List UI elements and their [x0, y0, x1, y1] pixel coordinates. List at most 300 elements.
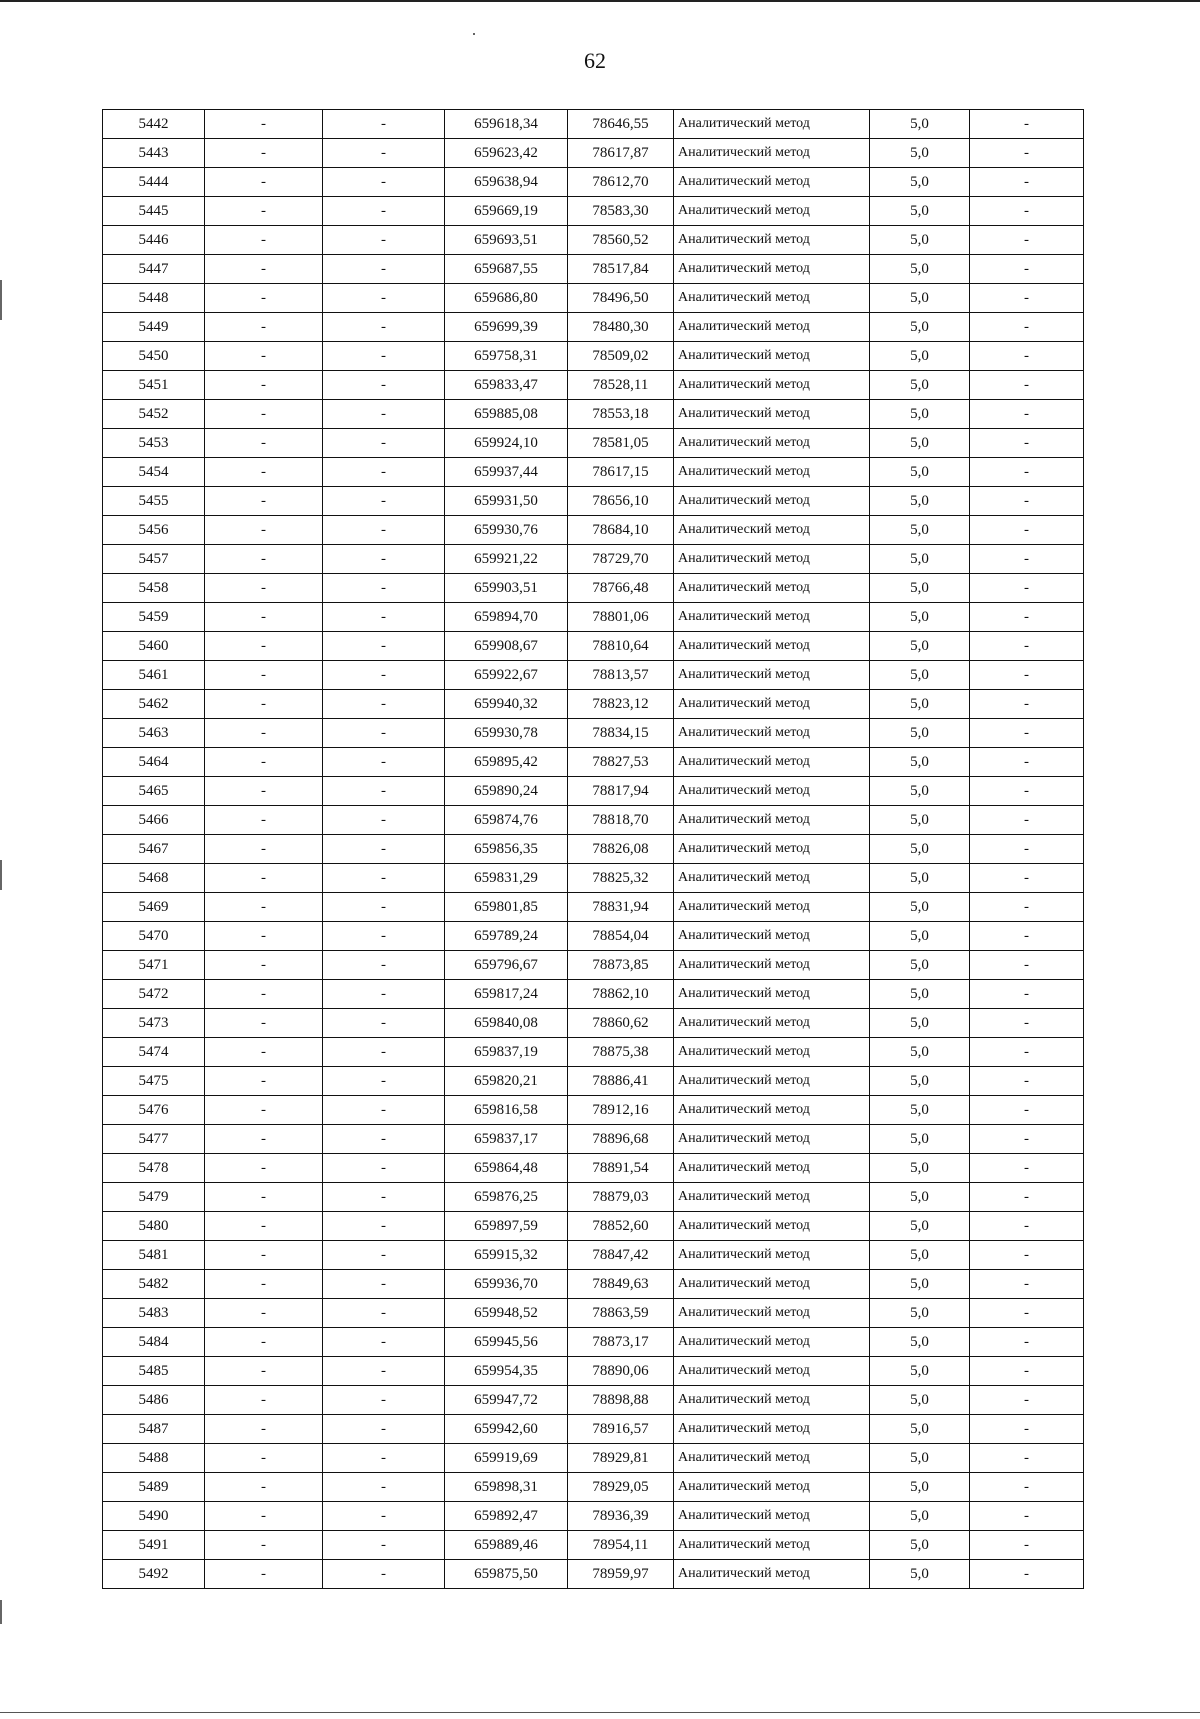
point-number-cell: 5478	[103, 1154, 205, 1183]
accuracy-cell: 5,0	[870, 1502, 970, 1531]
accuracy-cell: 5,0	[870, 1560, 970, 1589]
accuracy-cell: 5,0	[870, 1125, 970, 1154]
method-cell: Аналитический метод	[674, 255, 870, 284]
point-number-cell: 5490	[103, 1502, 205, 1531]
table-row	[103, 545, 1084, 574]
method-cell: Аналитический метод	[674, 719, 870, 748]
dash-cell: -	[970, 516, 1084, 545]
accuracy-cell: 5,0	[870, 197, 970, 226]
dash-cell: -	[205, 603, 323, 632]
method-cell: Аналитический метод	[674, 1473, 870, 1502]
method-cell: Аналитический метод	[674, 632, 870, 661]
x-coordinate-cell: 659833,47	[445, 371, 568, 400]
method-cell: Аналитический метод	[674, 313, 870, 342]
dash-cell: -	[970, 458, 1084, 487]
accuracy-cell: 5,0	[870, 1154, 970, 1183]
table-row	[103, 951, 1084, 980]
table-row	[103, 1125, 1084, 1154]
table-row	[103, 980, 1084, 1009]
dash-cell: -	[323, 342, 445, 371]
dash-cell: -	[970, 1241, 1084, 1270]
point-number-cell: 5457	[103, 545, 205, 574]
dash-cell: -	[205, 1125, 323, 1154]
y-coordinate-cell: 78873,17	[568, 1328, 674, 1357]
accuracy-cell: 5,0	[870, 1299, 970, 1328]
table-row	[103, 1009, 1084, 1038]
scan-edge-top	[0, 0, 1200, 2]
y-coordinate-cell: 78583,30	[568, 197, 674, 226]
method-cell: Аналитический метод	[674, 1299, 870, 1328]
y-coordinate-cell: 78553,18	[568, 400, 674, 429]
y-coordinate-cell: 78929,05	[568, 1473, 674, 1502]
dash-cell: -	[205, 1154, 323, 1183]
dash-cell: -	[323, 1328, 445, 1357]
x-coordinate-cell: 659687,55	[445, 255, 568, 284]
x-coordinate-cell: 659930,76	[445, 516, 568, 545]
point-number-cell: 5483	[103, 1299, 205, 1328]
y-coordinate-cell: 78831,94	[568, 893, 674, 922]
table-row	[103, 690, 1084, 719]
method-cell: Аналитический метод	[674, 1067, 870, 1096]
dash-cell: -	[970, 1531, 1084, 1560]
dash-cell: -	[970, 168, 1084, 197]
dash-cell: -	[323, 690, 445, 719]
y-coordinate-cell: 78890,06	[568, 1357, 674, 1386]
accuracy-cell: 5,0	[870, 1415, 970, 1444]
x-coordinate-cell: 659686,80	[445, 284, 568, 313]
x-coordinate-cell: 659895,42	[445, 748, 568, 777]
dash-cell: -	[205, 1386, 323, 1415]
x-coordinate-cell: 659840,08	[445, 1009, 568, 1038]
point-number-cell: 5461	[103, 661, 205, 690]
method-cell: Аналитический метод	[674, 487, 870, 516]
method-cell: Аналитический метод	[674, 1241, 870, 1270]
dash-cell: -	[205, 110, 323, 139]
method-cell: Аналитический метод	[674, 342, 870, 371]
y-coordinate-cell: 78581,05	[568, 429, 674, 458]
table-row	[103, 1328, 1084, 1357]
y-coordinate-cell: 78801,06	[568, 603, 674, 632]
table-row	[103, 661, 1084, 690]
x-coordinate-cell: 659924,10	[445, 429, 568, 458]
point-number-cell: 5459	[103, 603, 205, 632]
dash-cell: -	[970, 1328, 1084, 1357]
method-cell: Аналитический метод	[674, 516, 870, 545]
y-coordinate-cell: 78896,68	[568, 1125, 674, 1154]
y-coordinate-cell: 78879,03	[568, 1183, 674, 1212]
dash-cell: -	[970, 1009, 1084, 1038]
dash-cell: -	[970, 777, 1084, 806]
dash-cell: -	[970, 545, 1084, 574]
x-coordinate-cell: 659816,58	[445, 1096, 568, 1125]
accuracy-cell: 5,0	[870, 1009, 970, 1038]
point-number-cell: 5456	[103, 516, 205, 545]
dash-cell: -	[323, 487, 445, 516]
accuracy-cell: 5,0	[870, 458, 970, 487]
dash-cell: -	[205, 1357, 323, 1386]
point-number-cell: 5472	[103, 980, 205, 1009]
scan-mark-left	[0, 1600, 2, 1624]
table-row	[103, 603, 1084, 632]
x-coordinate-cell: 659921,22	[445, 545, 568, 574]
point-number-cell: 5487	[103, 1415, 205, 1444]
dash-cell: -	[323, 1154, 445, 1183]
dash-cell: -	[205, 980, 323, 1009]
x-coordinate-cell: 659817,24	[445, 980, 568, 1009]
y-coordinate-cell: 78646,55	[568, 110, 674, 139]
x-coordinate-cell: 659948,52	[445, 1299, 568, 1328]
x-coordinate-cell: 659940,32	[445, 690, 568, 719]
point-number-cell: 5446	[103, 226, 205, 255]
accuracy-cell: 5,0	[870, 516, 970, 545]
point-number-cell: 5452	[103, 400, 205, 429]
point-number-cell: 5447	[103, 255, 205, 284]
dash-cell: -	[323, 458, 445, 487]
x-coordinate-cell: 659945,56	[445, 1328, 568, 1357]
table-row	[103, 777, 1084, 806]
table-row	[103, 1067, 1084, 1096]
dash-cell: -	[205, 1009, 323, 1038]
dash-cell: -	[970, 1270, 1084, 1299]
table-row	[103, 1502, 1084, 1531]
x-coordinate-cell: 659758,31	[445, 342, 568, 371]
dash-cell: -	[970, 1212, 1084, 1241]
y-coordinate-cell: 78847,42	[568, 1241, 674, 1270]
dash-cell: -	[323, 1299, 445, 1328]
method-cell: Аналитический метод	[674, 458, 870, 487]
method-cell: Аналитический метод	[674, 661, 870, 690]
table-row	[103, 371, 1084, 400]
y-coordinate-cell: 78496,50	[568, 284, 674, 313]
accuracy-cell: 5,0	[870, 777, 970, 806]
table-row	[103, 458, 1084, 487]
x-coordinate-cell: 659890,24	[445, 777, 568, 806]
table-row	[103, 1531, 1084, 1560]
accuracy-cell: 5,0	[870, 632, 970, 661]
point-number-cell: 5451	[103, 371, 205, 400]
method-cell: Аналитический метод	[674, 139, 870, 168]
point-number-cell: 5482	[103, 1270, 205, 1299]
dash-cell: -	[970, 632, 1084, 661]
x-coordinate-cell: 659922,67	[445, 661, 568, 690]
point-number-cell: 5455	[103, 487, 205, 516]
point-number-cell: 5445	[103, 197, 205, 226]
accuracy-cell: 5,0	[870, 1183, 970, 1212]
dash-cell: -	[970, 603, 1084, 632]
table-row	[103, 1154, 1084, 1183]
dash-cell: -	[970, 197, 1084, 226]
coordinates-table-body	[103, 110, 1084, 1589]
dash-cell: -	[970, 1299, 1084, 1328]
dash-cell: -	[323, 1357, 445, 1386]
coordinates-table	[102, 109, 1084, 1589]
dash-cell: -	[205, 255, 323, 284]
y-coordinate-cell: 78912,16	[568, 1096, 674, 1125]
method-cell: Аналитический метод	[674, 1154, 870, 1183]
dash-cell: -	[205, 574, 323, 603]
method-cell: Аналитический метод	[674, 1560, 870, 1589]
y-coordinate-cell: 78929,81	[568, 1444, 674, 1473]
accuracy-cell: 5,0	[870, 1038, 970, 1067]
table-row	[103, 1560, 1084, 1589]
method-cell: Аналитический метод	[674, 603, 870, 632]
y-coordinate-cell: 78916,57	[568, 1415, 674, 1444]
dash-cell: -	[205, 661, 323, 690]
x-coordinate-cell: 659669,19	[445, 197, 568, 226]
dash-cell: -	[205, 1067, 323, 1096]
dash-cell: -	[323, 748, 445, 777]
scan-dot	[473, 33, 475, 35]
y-coordinate-cell: 78936,39	[568, 1502, 674, 1531]
dash-cell: -	[323, 197, 445, 226]
dash-cell: -	[205, 1444, 323, 1473]
dash-cell: -	[970, 719, 1084, 748]
y-coordinate-cell: 78849,63	[568, 1270, 674, 1299]
y-coordinate-cell: 78560,52	[568, 226, 674, 255]
accuracy-cell: 5,0	[870, 342, 970, 371]
x-coordinate-cell: 659889,46	[445, 1531, 568, 1560]
point-number-cell: 5453	[103, 429, 205, 458]
y-coordinate-cell: 78827,53	[568, 748, 674, 777]
dash-cell: -	[205, 1328, 323, 1357]
point-number-cell: 5460	[103, 632, 205, 661]
point-number-cell: 5470	[103, 922, 205, 951]
table-row	[103, 313, 1084, 342]
dash-cell: -	[970, 110, 1084, 139]
accuracy-cell: 5,0	[870, 690, 970, 719]
point-number-cell: 5450	[103, 342, 205, 371]
accuracy-cell: 5,0	[870, 168, 970, 197]
x-coordinate-cell: 659908,67	[445, 632, 568, 661]
dash-cell: -	[970, 748, 1084, 777]
table-row	[103, 1038, 1084, 1067]
accuracy-cell: 5,0	[870, 864, 970, 893]
dash-cell: -	[970, 1125, 1084, 1154]
dash-cell: -	[205, 342, 323, 371]
method-cell: Аналитический метод	[674, 226, 870, 255]
y-coordinate-cell: 78825,32	[568, 864, 674, 893]
y-coordinate-cell: 78863,59	[568, 1299, 674, 1328]
dash-cell: -	[323, 661, 445, 690]
dash-cell: -	[205, 139, 323, 168]
dash-cell: -	[205, 545, 323, 574]
x-coordinate-cell: 659874,76	[445, 806, 568, 835]
x-coordinate-cell: 659837,17	[445, 1125, 568, 1154]
x-coordinate-cell: 659885,08	[445, 400, 568, 429]
dash-cell: -	[323, 922, 445, 951]
dash-cell: -	[323, 951, 445, 980]
dash-cell: -	[970, 1038, 1084, 1067]
dash-cell: -	[205, 1299, 323, 1328]
method-cell: Аналитический метод	[674, 1502, 870, 1531]
accuracy-cell: 5,0	[870, 400, 970, 429]
dash-cell: -	[970, 226, 1084, 255]
method-cell: Аналитический метод	[674, 1531, 870, 1560]
y-coordinate-cell: 78817,94	[568, 777, 674, 806]
y-coordinate-cell: 78834,15	[568, 719, 674, 748]
dash-cell: -	[970, 313, 1084, 342]
x-coordinate-cell: 659699,39	[445, 313, 568, 342]
table-row	[103, 1241, 1084, 1270]
point-number-cell: 5443	[103, 139, 205, 168]
method-cell: Аналитический метод	[674, 951, 870, 980]
dash-cell: -	[323, 1009, 445, 1038]
accuracy-cell: 5,0	[870, 226, 970, 255]
dash-cell: -	[970, 400, 1084, 429]
y-coordinate-cell: 78617,87	[568, 139, 674, 168]
dash-cell: -	[323, 1270, 445, 1299]
x-coordinate-cell: 659898,31	[445, 1473, 568, 1502]
dash-cell: -	[970, 951, 1084, 980]
dash-cell: -	[205, 719, 323, 748]
dash-cell: -	[970, 1560, 1084, 1589]
x-coordinate-cell: 659876,25	[445, 1183, 568, 1212]
method-cell: Аналитический метод	[674, 1415, 870, 1444]
dash-cell: -	[323, 1212, 445, 1241]
method-cell: Аналитический метод	[674, 893, 870, 922]
y-coordinate-cell: 78617,15	[568, 458, 674, 487]
dash-cell: -	[970, 893, 1084, 922]
table-row	[103, 429, 1084, 458]
dash-cell: -	[205, 1183, 323, 1212]
dash-cell: -	[970, 371, 1084, 400]
point-number-cell: 5473	[103, 1009, 205, 1038]
point-number-cell: 5485	[103, 1357, 205, 1386]
x-coordinate-cell: 659618,34	[445, 110, 568, 139]
point-number-cell: 5484	[103, 1328, 205, 1357]
x-coordinate-cell: 659897,59	[445, 1212, 568, 1241]
point-number-cell: 5488	[103, 1444, 205, 1473]
dash-cell: -	[205, 748, 323, 777]
point-number-cell: 5454	[103, 458, 205, 487]
x-coordinate-cell: 659954,35	[445, 1357, 568, 1386]
x-coordinate-cell: 659931,50	[445, 487, 568, 516]
accuracy-cell: 5,0	[870, 371, 970, 400]
dash-cell: -	[323, 719, 445, 748]
point-number-cell: 5481	[103, 1241, 205, 1270]
dash-cell: -	[323, 226, 445, 255]
method-cell: Аналитический метод	[674, 1212, 870, 1241]
dash-cell: -	[205, 777, 323, 806]
method-cell: Аналитический метод	[674, 429, 870, 458]
method-cell: Аналитический метод	[674, 835, 870, 864]
dash-cell: -	[205, 400, 323, 429]
dash-cell: -	[323, 168, 445, 197]
dash-cell: -	[323, 1560, 445, 1589]
x-coordinate-cell: 659693,51	[445, 226, 568, 255]
dash-cell: -	[323, 893, 445, 922]
y-coordinate-cell: 78517,84	[568, 255, 674, 284]
method-cell: Аналитический метод	[674, 1270, 870, 1299]
dash-cell: -	[970, 980, 1084, 1009]
dash-cell: -	[323, 1067, 445, 1096]
dash-cell: -	[323, 603, 445, 632]
dash-cell: -	[205, 487, 323, 516]
x-coordinate-cell: 659892,47	[445, 1502, 568, 1531]
table-row	[103, 400, 1084, 429]
method-cell: Аналитический метод	[674, 864, 870, 893]
y-coordinate-cell: 78873,85	[568, 951, 674, 980]
point-number-cell: 5468	[103, 864, 205, 893]
point-number-cell: 5463	[103, 719, 205, 748]
method-cell: Аналитический метод	[674, 284, 870, 313]
table-row	[103, 922, 1084, 951]
dash-cell: -	[970, 1183, 1084, 1212]
accuracy-cell: 5,0	[870, 487, 970, 516]
dash-cell: -	[323, 1125, 445, 1154]
dash-cell: -	[323, 1241, 445, 1270]
dash-cell: -	[323, 371, 445, 400]
accuracy-cell: 5,0	[870, 1473, 970, 1502]
point-number-cell: 5474	[103, 1038, 205, 1067]
point-number-cell: 5492	[103, 1560, 205, 1589]
accuracy-cell: 5,0	[870, 719, 970, 748]
point-number-cell: 5491	[103, 1531, 205, 1560]
dash-cell: -	[323, 864, 445, 893]
method-cell: Аналитический метод	[674, 1096, 870, 1125]
dash-cell: -	[205, 1502, 323, 1531]
scan-edge-bottom	[0, 1712, 1200, 1713]
dash-cell: -	[205, 806, 323, 835]
x-coordinate-cell: 659789,24	[445, 922, 568, 951]
x-coordinate-cell: 659801,85	[445, 893, 568, 922]
x-coordinate-cell: 659930,78	[445, 719, 568, 748]
accuracy-cell: 5,0	[870, 835, 970, 864]
accuracy-cell: 5,0	[870, 1270, 970, 1299]
dash-cell: -	[205, 313, 323, 342]
dash-cell: -	[323, 1386, 445, 1415]
dash-cell: -	[970, 864, 1084, 893]
method-cell: Аналитический метод	[674, 1038, 870, 1067]
dash-cell: -	[205, 1241, 323, 1270]
dash-cell: -	[205, 458, 323, 487]
y-coordinate-cell: 78862,10	[568, 980, 674, 1009]
x-coordinate-cell: 659894,70	[445, 603, 568, 632]
y-coordinate-cell: 78528,11	[568, 371, 674, 400]
x-coordinate-cell: 659919,69	[445, 1444, 568, 1473]
page-number: 62	[584, 48, 606, 73]
method-cell: Аналитический метод	[674, 690, 870, 719]
point-number-cell: 5471	[103, 951, 205, 980]
y-coordinate-cell: 78860,62	[568, 1009, 674, 1038]
point-number-cell: 5479	[103, 1183, 205, 1212]
dash-cell: -	[205, 226, 323, 255]
table-row	[103, 168, 1084, 197]
dash-cell: -	[205, 371, 323, 400]
point-number-cell: 5486	[103, 1386, 205, 1415]
dash-cell: -	[970, 1154, 1084, 1183]
point-number-cell: 5444	[103, 168, 205, 197]
table-row	[103, 864, 1084, 893]
method-cell: Аналитический метод	[674, 806, 870, 835]
method-cell: Аналитический метод	[674, 777, 870, 806]
dash-cell: -	[323, 1038, 445, 1067]
accuracy-cell: 5,0	[870, 1444, 970, 1473]
table-row	[103, 1183, 1084, 1212]
dash-cell: -	[205, 632, 323, 661]
method-cell: Аналитический метод	[674, 1444, 870, 1473]
accuracy-cell: 5,0	[870, 1386, 970, 1415]
table-row	[103, 748, 1084, 777]
table-row	[103, 1357, 1084, 1386]
table-row	[103, 342, 1084, 371]
point-number-cell: 5477	[103, 1125, 205, 1154]
y-coordinate-cell: 78766,48	[568, 574, 674, 603]
y-coordinate-cell: 78891,54	[568, 1154, 674, 1183]
dash-cell: -	[205, 1415, 323, 1444]
method-cell: Аналитический метод	[674, 1328, 870, 1357]
dash-cell: -	[205, 1212, 323, 1241]
